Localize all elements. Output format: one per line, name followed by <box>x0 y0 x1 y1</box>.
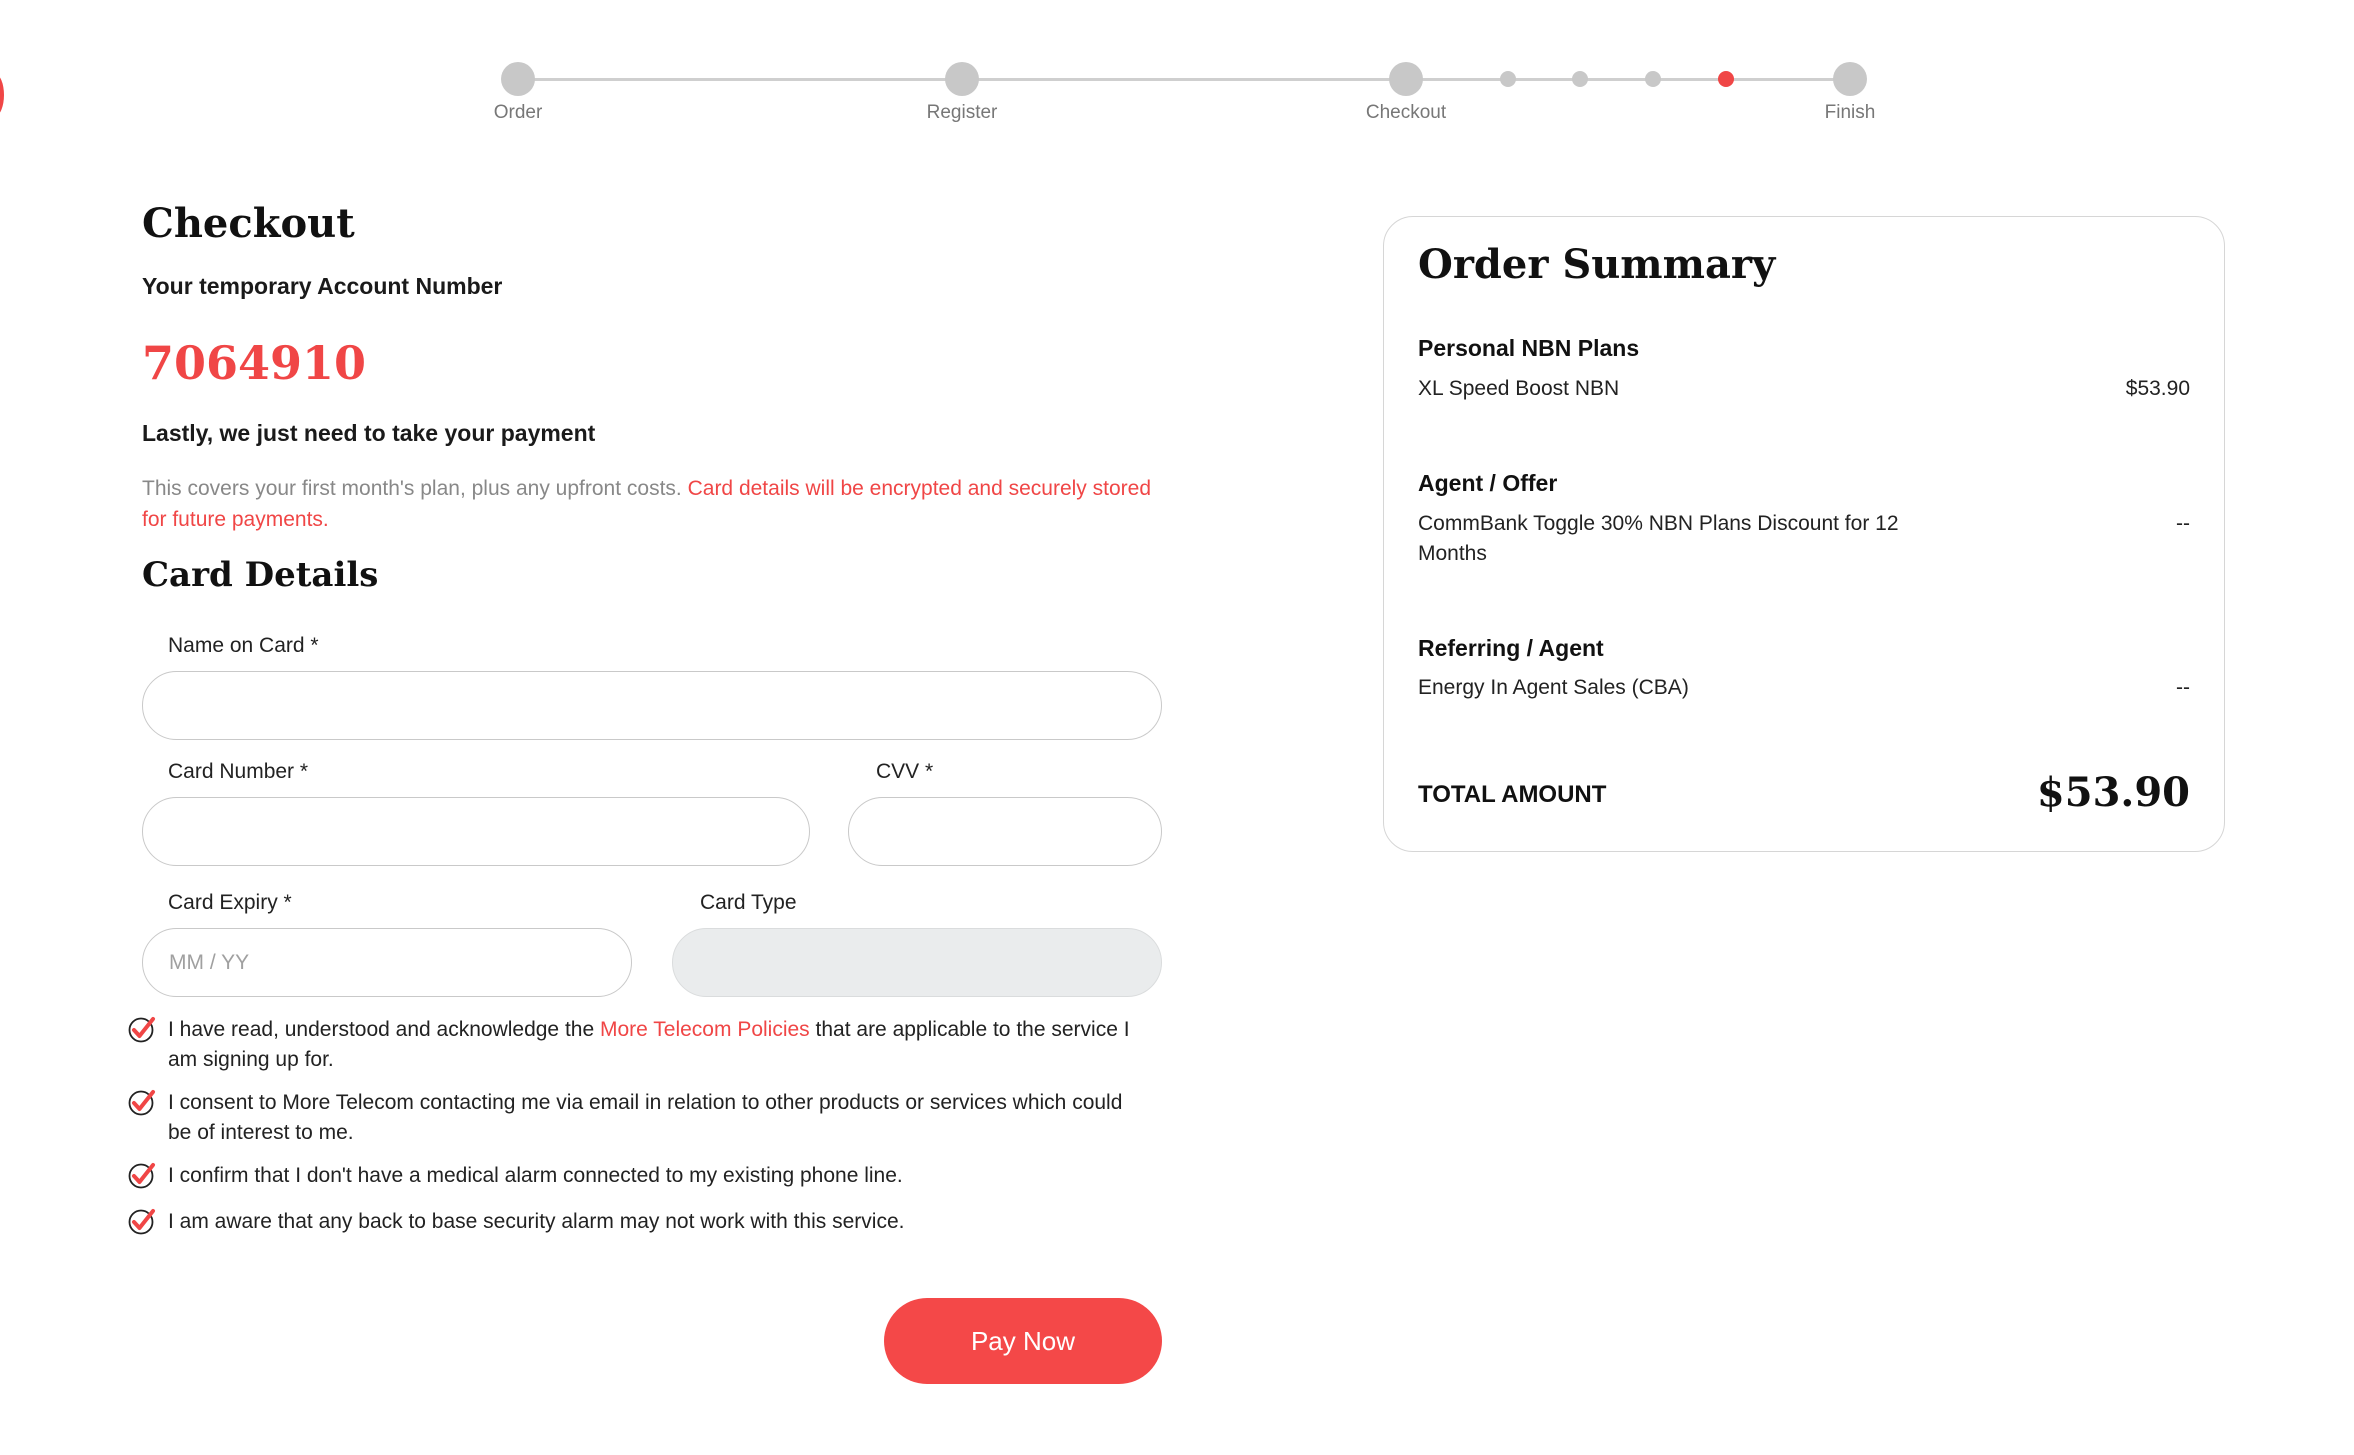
consent-security-alarm-text: I am aware that any back to base security alarm may not work with this service. <box>168 1210 905 1233</box>
card-expiry-label: Card Expiry * <box>168 891 292 914</box>
referring-agent-price: -- <box>2176 676 2190 699</box>
agent-offer-text: CommBank Toggle 30% NBN Plans Discount for 12 Months <box>1418 512 1899 565</box>
payment-description <box>142 473 1152 535</box>
step-substep-dot-active <box>1718 71 1734 87</box>
step-substep-dot <box>1645 71 1661 87</box>
consent-medical-alarm-text: I confirm that I don't have a medical alarm connected to my existing phone line. <box>168 1164 903 1187</box>
page-title: Checkout <box>142 200 355 247</box>
step-label-finish: Finish <box>1824 102 1876 123</box>
plans-heading: Personal NBN Plans <box>1418 335 1640 361</box>
consent-policies-post: that are applicable to the service I am signing up for. <box>168 1018 1130 1071</box>
consent-medical-alarm[interactable] <box>126 1161 1136 1191</box>
name-on-card-label: Name on Card * <box>168 634 319 657</box>
card-type-input <box>672 928 1162 997</box>
account-number: 7064910 <box>142 336 367 390</box>
plan-name: XL Speed Boost NBN <box>1418 377 1620 400</box>
progress-stepper <box>0 0 2354 140</box>
step-substep-dot <box>1500 71 1516 87</box>
order-summary-card <box>1383 216 2225 852</box>
consent-email-text: I consent to More Telecom contacting me via email in relation to other products or services which could be of interest to me. <box>168 1091 1123 1144</box>
cvv-input[interactable] <box>848 797 1162 866</box>
consent-security-alarm[interactable] <box>126 1207 1136 1237</box>
card-expiry-input[interactable] <box>142 928 632 997</box>
more-telecom-policies-link[interactable]: More Telecom Policies <box>599 1018 810 1041</box>
card-number-label: Card Number * <box>168 760 309 783</box>
step-dot-order <box>501 62 535 96</box>
checkbox-checked-icon[interactable] <box>126 1161 156 1191</box>
consent-policies-text <box>168 1015 1136 1075</box>
pay-now-button[interactable]: Pay Now <box>884 1298 1162 1384</box>
total-amount-label: TOTAL AMOUNT <box>1418 781 1607 808</box>
payment-heading: Lastly, we just need to take your payment <box>142 420 596 446</box>
checkbox-checked-icon[interactable] <box>126 1015 156 1045</box>
checkbox-checked-icon[interactable] <box>126 1088 156 1118</box>
card-number-input[interactable] <box>142 797 810 866</box>
step-dot-register <box>945 62 979 96</box>
order-summary-title: Order Summary <box>1418 241 1776 288</box>
account-number-label: Your temporary Account Number <box>142 273 503 299</box>
plan-price: $53.90 <box>2125 377 2190 400</box>
step-label-checkout: Checkout <box>1365 102 1447 123</box>
step-dot-finish <box>1833 62 1867 96</box>
cvv-label: CVV * <box>876 760 934 783</box>
card-details-title: Card Details <box>142 555 379 595</box>
checkbox-checked-icon[interactable] <box>126 1207 156 1237</box>
agent-offer-price: -- <box>2176 512 2190 535</box>
referring-agent-text: Energy In Agent Sales (CBA) <box>1418 676 1689 699</box>
agent-offer-heading: Agent / Offer <box>1418 470 1558 496</box>
card-type-label: Card Type <box>700 891 797 914</box>
step-label-register: Register <box>926 102 998 123</box>
payment-description-text: This covers your first month's plan, plus any upfront costs. <box>142 477 682 500</box>
payment-security-note: Card details will be encrypted and securely stored for future payments. <box>142 477 1151 531</box>
step-substep-dot <box>1572 71 1588 87</box>
name-on-card-input[interactable] <box>142 671 1162 740</box>
consent-policies[interactable] <box>126 1015 1136 1075</box>
step-dot-checkout <box>1389 62 1423 96</box>
step-label-order: Order <box>493 102 543 123</box>
consent-email[interactable] <box>126 1088 1136 1148</box>
referring-agent-heading: Referring / Agent <box>1418 635 1604 661</box>
consent-policies-pre: I have read, understood and acknowledge the <box>168 1018 600 1041</box>
total-amount-value: $53.90 <box>2036 769 2190 816</box>
